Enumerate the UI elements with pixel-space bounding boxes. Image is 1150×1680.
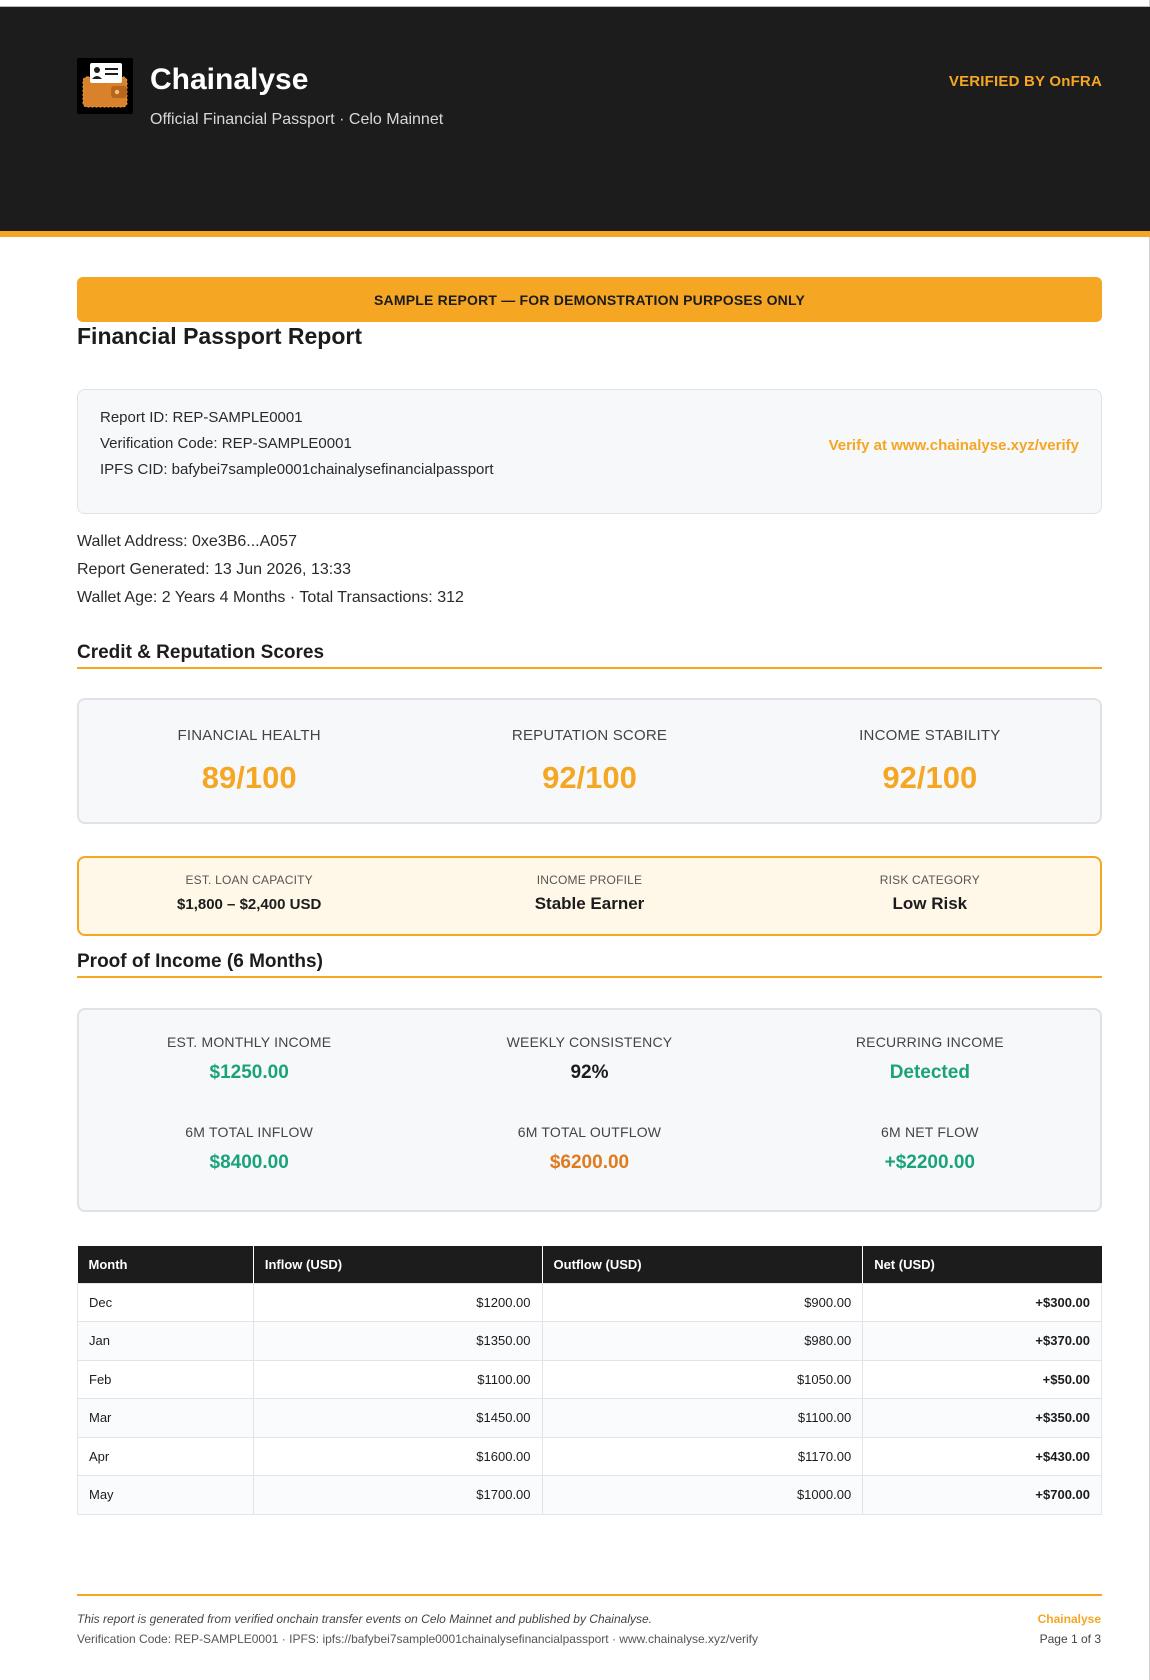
income-label: WEEKLY CONSISTENCY [506,1034,673,1050]
income-section-rule [77,976,1102,978]
footer-brand: Chainalyse [1037,1612,1101,1626]
cell-inflow: $1350.00 [253,1322,542,1361]
income-label: 6M TOTAL OUTFLOW [517,1124,662,1140]
report-header [0,7,1150,231]
wallet-id-icon [77,58,133,114]
score-reputation [419,700,759,822]
cell-outflow: $980.00 [542,1322,863,1361]
column-header-outflow: Outflow (USD) [542,1246,863,1283]
income-section-title: Proof of Income (6 Months) [77,951,323,972]
cell-outflow: $1000.00 [542,1476,863,1515]
cell-inflow: $1450.00 [253,1399,542,1438]
recurring-income [760,1034,1100,1084]
report-meta-box [77,389,1102,514]
loan-profile-panel [77,856,1102,936]
total-outflow [419,1124,759,1174]
score-label: FINANCIAL HEALTH [177,727,321,744]
income-row-2 [79,1124,1100,1174]
cell-inflow: $1700.00 [253,1476,542,1515]
income-label: EST. MONTHLY INCOME [167,1034,332,1050]
loan-value: $1,800 – $2,400 USD [177,896,322,913]
cell-month: May [78,1476,254,1515]
footer-note: This report is generated from verified onchain transfer events on Celo Mainnet and published by Chainalyse. [77,1612,652,1626]
income-profile [419,858,759,934]
income-panel [77,1008,1102,1212]
header-accent-stripe [0,231,1150,237]
score-value: 92/100 [542,760,637,795]
loan-capacity [79,858,419,934]
cell-month: Mar [78,1399,254,1438]
cell-outflow: $1170.00 [542,1437,863,1476]
table-row [78,1322,1102,1361]
income-value: 92% [570,1062,609,1083]
verify-link[interactable]: Verify at www.chainalyse.xyz/verify [828,437,1079,454]
cell-net: +$350.00 [863,1399,1102,1438]
monthly-income [79,1034,419,1084]
income-value: +$2200.00 [884,1152,975,1173]
ipfs-cid: IPFS CID: bafybei7sample0001chainalysefinancialpassport [100,461,494,478]
score-label: REPUTATION SCORE [511,727,668,744]
total-inflow [79,1124,419,1174]
brand-subtitle: Official Financial Passport · Celo Mainnet [150,111,444,128]
cell-outflow: $900.00 [542,1283,863,1322]
column-header-month: Month [78,1246,254,1283]
table-header-row [78,1246,1102,1283]
cell-inflow: $1100.00 [253,1360,542,1399]
table-row [78,1476,1102,1515]
column-header-inflow: Inflow (USD) [253,1246,542,1283]
verified-badge: VERIFIED BY OnFRA [948,73,1102,90]
score-value: 89/100 [201,760,297,795]
table-row [78,1399,1102,1438]
wallet-address: Wallet Address: 0xe3B6...A057 [77,533,297,550]
income-value: $8400.00 [209,1152,289,1173]
wallet-age: Wallet Age: 2 Years 4 Months · Total Transactions: 312 [77,589,464,606]
income-label: RECURRING INCOME [855,1034,1004,1050]
cell-month: Feb [78,1360,254,1399]
scores-section-title: Credit & Reputation Scores [77,642,325,663]
table-row [78,1437,1102,1476]
income-label: 6M NET FLOW [881,1124,979,1140]
loan-value: Stable Earner [534,894,645,913]
sample-banner: SAMPLE REPORT — FOR DEMONSTRATION PURPOSES ONLY [77,277,1102,322]
report-title: Financial Passport Report [77,323,363,349]
brand-name: Chainalyse [150,63,309,96]
footer-rule [77,1594,1102,1596]
score-value: 92/100 [882,760,978,795]
risk-category [760,858,1100,934]
report-id: Report ID: REP-SAMPLE0001 [100,409,303,426]
verification-code: Verification Code: REP-SAMPLE0001 [100,435,352,452]
loan-label: EST. LOAN CAPACITY [185,873,313,887]
cell-month: Dec [78,1283,254,1322]
income-value: Detected [889,1062,970,1083]
loan-label: INCOME PROFILE [536,873,643,887]
monthly-flow-table [77,1246,1102,1515]
cell-inflow: $1200.00 [253,1283,542,1322]
cell-month: Apr [78,1437,254,1476]
net-flow [760,1124,1100,1174]
column-header-net: Net (USD) [863,1246,1102,1283]
cell-net: +$700.00 [863,1476,1102,1515]
scores-section-rule [77,667,1102,669]
cell-outflow: $1100.00 [542,1399,863,1438]
income-row-1 [79,1034,1100,1084]
cell-outflow: $1050.00 [542,1360,863,1399]
income-label: 6M TOTAL INFLOW [185,1124,314,1140]
loan-value: Low Risk [892,894,968,913]
footer-codes: Verification Code: REP-SAMPLE0001 · IPFS: ipfs://bafybei7sample0001chainalysefinancialpassport · www.chainalyse.xyz/verify [77,1632,758,1646]
score-financial-health [79,700,419,822]
cell-net: +$370.00 [863,1322,1102,1361]
table-row [78,1283,1102,1322]
score-panel [77,698,1102,824]
loan-label: RISK CATEGORY [879,873,980,887]
report-generated: Report Generated: 13 Jun 2026, 13:33 [77,561,351,578]
page-number: Page 1 of 3 [1039,1632,1101,1646]
score-income-stability [760,700,1100,822]
cell-inflow: $1600.00 [253,1437,542,1476]
weekly-consistency [419,1034,759,1084]
cell-net: +$50.00 [863,1360,1102,1399]
cell-net: +$430.00 [863,1437,1102,1476]
income-value: $1250.00 [209,1062,289,1083]
score-label: INCOME STABILITY [859,727,1001,744]
cell-net: +$300.00 [863,1283,1102,1322]
cell-month: Jan [78,1322,254,1361]
table-row [78,1360,1102,1399]
income-value: $6200.00 [549,1152,630,1173]
